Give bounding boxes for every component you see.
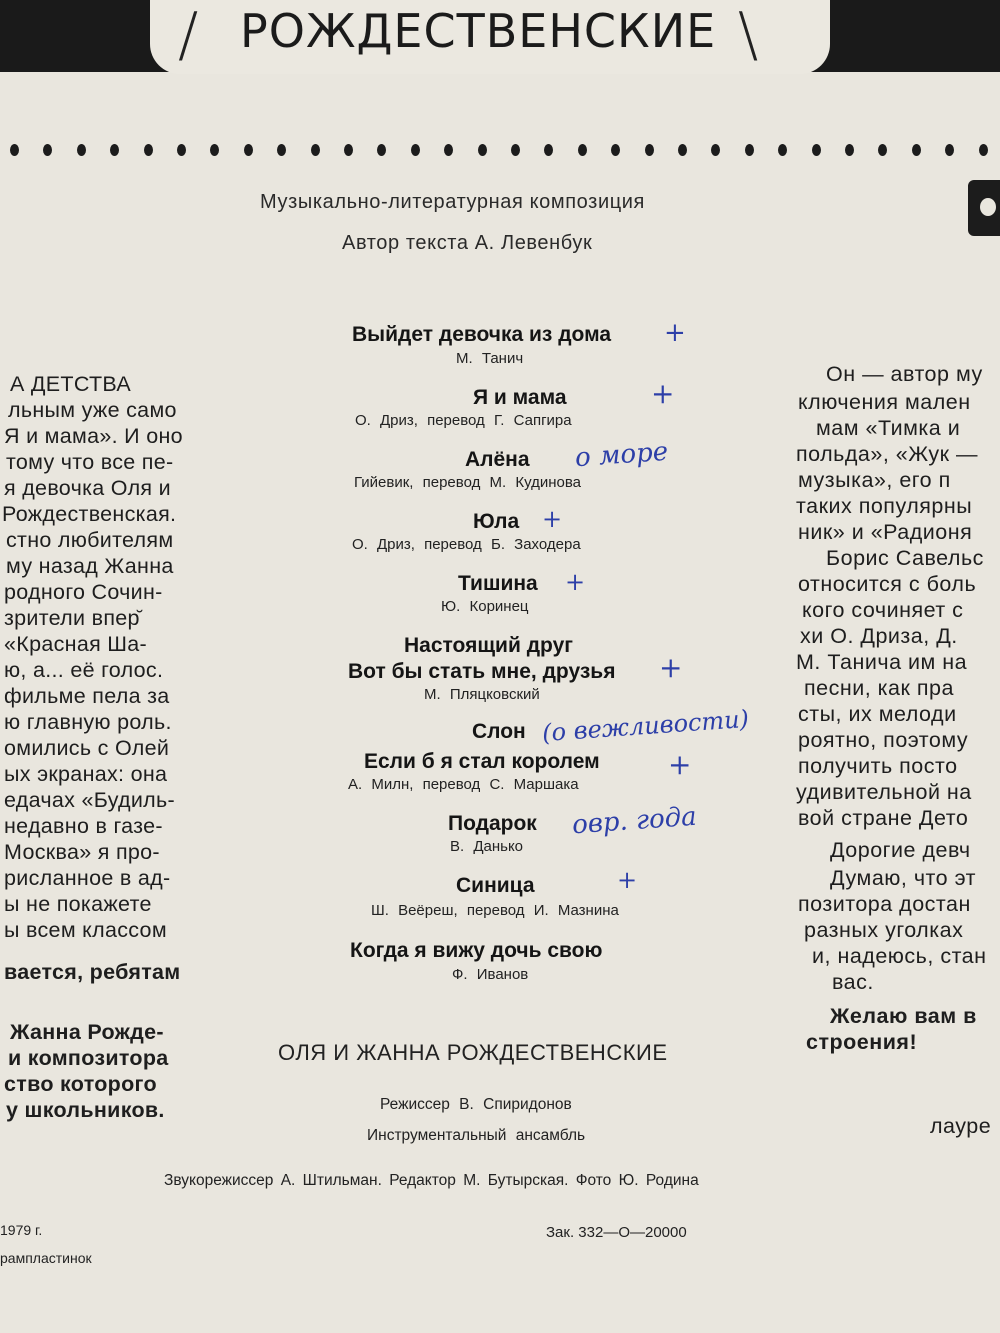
left-text-line: у школьников. — [6, 1098, 165, 1122]
manufacturer: рампластинок — [0, 1250, 92, 1266]
divider-dot — [511, 144, 520, 156]
divider-dot — [77, 144, 86, 156]
left-text-line: ы не покажете — [4, 892, 152, 916]
left-text-line: тому что все пе- — [6, 450, 174, 474]
right-text-line: вой стране Дето — [798, 806, 969, 830]
right-text-line: мам «Тимка и — [816, 416, 961, 440]
ensemble: Инструментальный ансамбль — [367, 1127, 586, 1144]
divider-dot — [244, 144, 253, 156]
right-text-line: удивительной на — [796, 780, 972, 804]
right-text-line: ключения мален — [798, 390, 971, 414]
divider-dot — [277, 144, 286, 156]
title-slash-right: \ — [738, 0, 759, 70]
divider-dot — [812, 144, 821, 156]
track-title: Вот бы стать мне, друзья — [348, 660, 616, 683]
left-text-line: Рождественская. — [2, 502, 177, 526]
right-text-line: получить посто — [798, 754, 958, 778]
dotted-divider — [0, 138, 1000, 162]
divider-dot — [444, 144, 453, 156]
divider-dot — [144, 144, 153, 156]
left-text-line: недавно в газе- — [4, 814, 163, 838]
left-text-line: стно любителям — [6, 528, 174, 552]
track-title: Алёна — [465, 448, 530, 471]
right-text-line: Борис Савельс — [826, 546, 984, 570]
right-text-line: и, надеюсь, стан — [812, 944, 987, 968]
right-text-line: позитора достан — [798, 892, 971, 916]
right-text-line: музыка», его п — [798, 468, 951, 492]
divider-dot — [344, 144, 353, 156]
left-text-line: Москва» я про- — [4, 840, 160, 864]
left-text-line: Я и мама». И оно — [4, 424, 183, 448]
divider-dot — [210, 144, 219, 156]
right-text-line: относится с боль — [798, 572, 977, 596]
label-logo-icon — [968, 180, 1000, 236]
right-text-line: разных уголках — [804, 918, 964, 942]
divider-dot — [678, 144, 687, 156]
composition-type: Музыкально-литературная композиция — [260, 191, 645, 213]
divider-dot — [377, 144, 386, 156]
left-text-line: я девочка Оля и — [4, 476, 171, 500]
track-author: О. Дриз, перевод Г. Сапгира — [355, 412, 572, 429]
track-author: Ш. Веёреш, перевод И. Мазнина — [371, 902, 619, 919]
handwritten-note: о море — [574, 436, 670, 474]
left-text-line: му назад Жанна — [6, 554, 174, 578]
track-title: Подарок — [448, 812, 537, 835]
handwritten-note: (о вежливости) — [541, 704, 750, 748]
divider-dot — [912, 144, 921, 156]
right-text-line: вас. — [832, 970, 874, 994]
left-text-line: и композитора — [8, 1046, 169, 1070]
divider-dot — [110, 144, 119, 156]
track-title: Тишина — [458, 572, 538, 595]
performers: ОЛЯ И ЖАННА РОЖДЕСТВЕНСКИЕ — [278, 1040, 668, 1065]
right-text-line: роятно, поэтому — [798, 728, 969, 752]
right-text-line: Думаю, что эт — [830, 866, 976, 890]
release-year: 1979 г. — [0, 1222, 43, 1238]
divider-dot — [544, 144, 553, 156]
handwritten-note: + — [668, 748, 692, 781]
left-section-heading: А ДЕТСТВА — [10, 372, 131, 396]
track-title: Выйдет девочка из дома — [352, 323, 612, 346]
credits-line: Звукорежиссер А. Штильман. Редактор М. Бутырская. Фото Ю. Родина — [164, 1172, 699, 1189]
header-title: РОЖДЕСТВЕНСКИЕ — [240, 4, 717, 58]
left-text-line: фильме пела за — [4, 684, 170, 708]
divider-dot — [711, 144, 720, 156]
left-text-line: льным уже само — [8, 398, 177, 422]
left-text-line: Жанна Рожде- — [10, 1020, 164, 1044]
left-text-line: зрители впер̆ — [4, 606, 140, 630]
right-text-line: ник» и «Радионя — [798, 520, 973, 544]
left-text-line: рисланное в ад- — [4, 866, 171, 890]
left-text-line: ю, а... её голос. — [4, 658, 164, 682]
divider-dot — [478, 144, 487, 156]
divider-dot — [945, 144, 954, 156]
left-text-line: «Красная Ша- — [4, 632, 148, 656]
left-text-line: ство которого — [4, 1072, 157, 1096]
right-text-line: Желаю вам в — [830, 1004, 977, 1028]
director: Режиссер В. Спиридонов — [380, 1096, 572, 1113]
right-text-line: хи О. Дриза, Д. — [800, 624, 958, 648]
right-text-line: песни, как пра — [804, 676, 954, 700]
track-title: Если б я стал королем — [364, 750, 600, 773]
left-text-line: омились с Олей — [4, 736, 170, 760]
divider-dot — [578, 144, 587, 156]
divider-dot — [645, 144, 654, 156]
left-text-line: ю главную роль. — [4, 710, 172, 734]
left-text-line: вается, ребятам — [4, 960, 181, 984]
track-title: Слон — [472, 720, 526, 743]
track-author: М. Пляцковский — [424, 686, 540, 703]
divider-dot — [778, 144, 787, 156]
divider-dot — [177, 144, 186, 156]
order-number: Зак. 332—О—20000 — [546, 1224, 687, 1241]
right-text-line: сты, их мелоди — [798, 702, 957, 726]
right-text-line: таких популярны — [796, 494, 973, 518]
title-slash-left: / — [178, 0, 199, 70]
text-author: Автор текста А. Левенбук — [342, 232, 593, 254]
divider-dot — [979, 144, 988, 156]
handwritten-note: + — [617, 866, 638, 894]
divider-dot — [311, 144, 320, 156]
handwritten-note: + — [542, 505, 563, 533]
track-title: Настоящий друг — [404, 634, 574, 657]
divider-dot — [878, 144, 887, 156]
handwritten-note: + — [659, 651, 683, 684]
right-text-line: польда», «Жук — — [796, 442, 978, 466]
handwritten-note: + — [664, 318, 686, 348]
right-text-line: Дорогие девч — [830, 838, 971, 862]
divider-dot — [10, 144, 19, 156]
divider-dot — [611, 144, 620, 156]
track-title: Синица — [456, 874, 535, 897]
left-text-line: ы всем классом — [4, 918, 167, 942]
right-text-line: строения! — [806, 1030, 918, 1054]
divider-dot — [43, 144, 52, 156]
left-text-line: ых экранах: она — [4, 762, 168, 786]
handwritten-note: + — [565, 568, 586, 596]
track-author: Ю. Коринец — [441, 598, 529, 615]
track-title: Когда я вижу дочь свою — [350, 939, 603, 962]
divider-dot — [745, 144, 754, 156]
right-text-line: Он — автор му — [826, 362, 983, 386]
track-title: Я и мама — [473, 386, 567, 409]
right-text-line: М. Танича им на — [796, 650, 968, 674]
divider-dot — [411, 144, 420, 156]
track-author: В. Данько — [450, 838, 524, 855]
track-title: Юла — [473, 510, 520, 533]
handwritten-note: + — [651, 377, 675, 410]
left-text-line: едачах «Будиль- — [4, 788, 175, 812]
track-author: Гийевик, перевод М. Кудинова — [354, 474, 581, 491]
track-author: М. Танич — [456, 350, 524, 367]
track-author: Ф. Иванов — [452, 966, 529, 983]
track-author: О. Дриз, перевод Б. Заходера — [352, 536, 581, 553]
right-text-line: кого сочиняет с — [802, 598, 964, 622]
divider-dot — [845, 144, 854, 156]
handwritten-note: овр. года — [571, 801, 698, 841]
track-author: А. Милн, перевод С. Маршака — [348, 776, 579, 793]
right-text-line: лауре — [930, 1114, 992, 1138]
left-text-line: родного Сочин- — [4, 580, 163, 604]
